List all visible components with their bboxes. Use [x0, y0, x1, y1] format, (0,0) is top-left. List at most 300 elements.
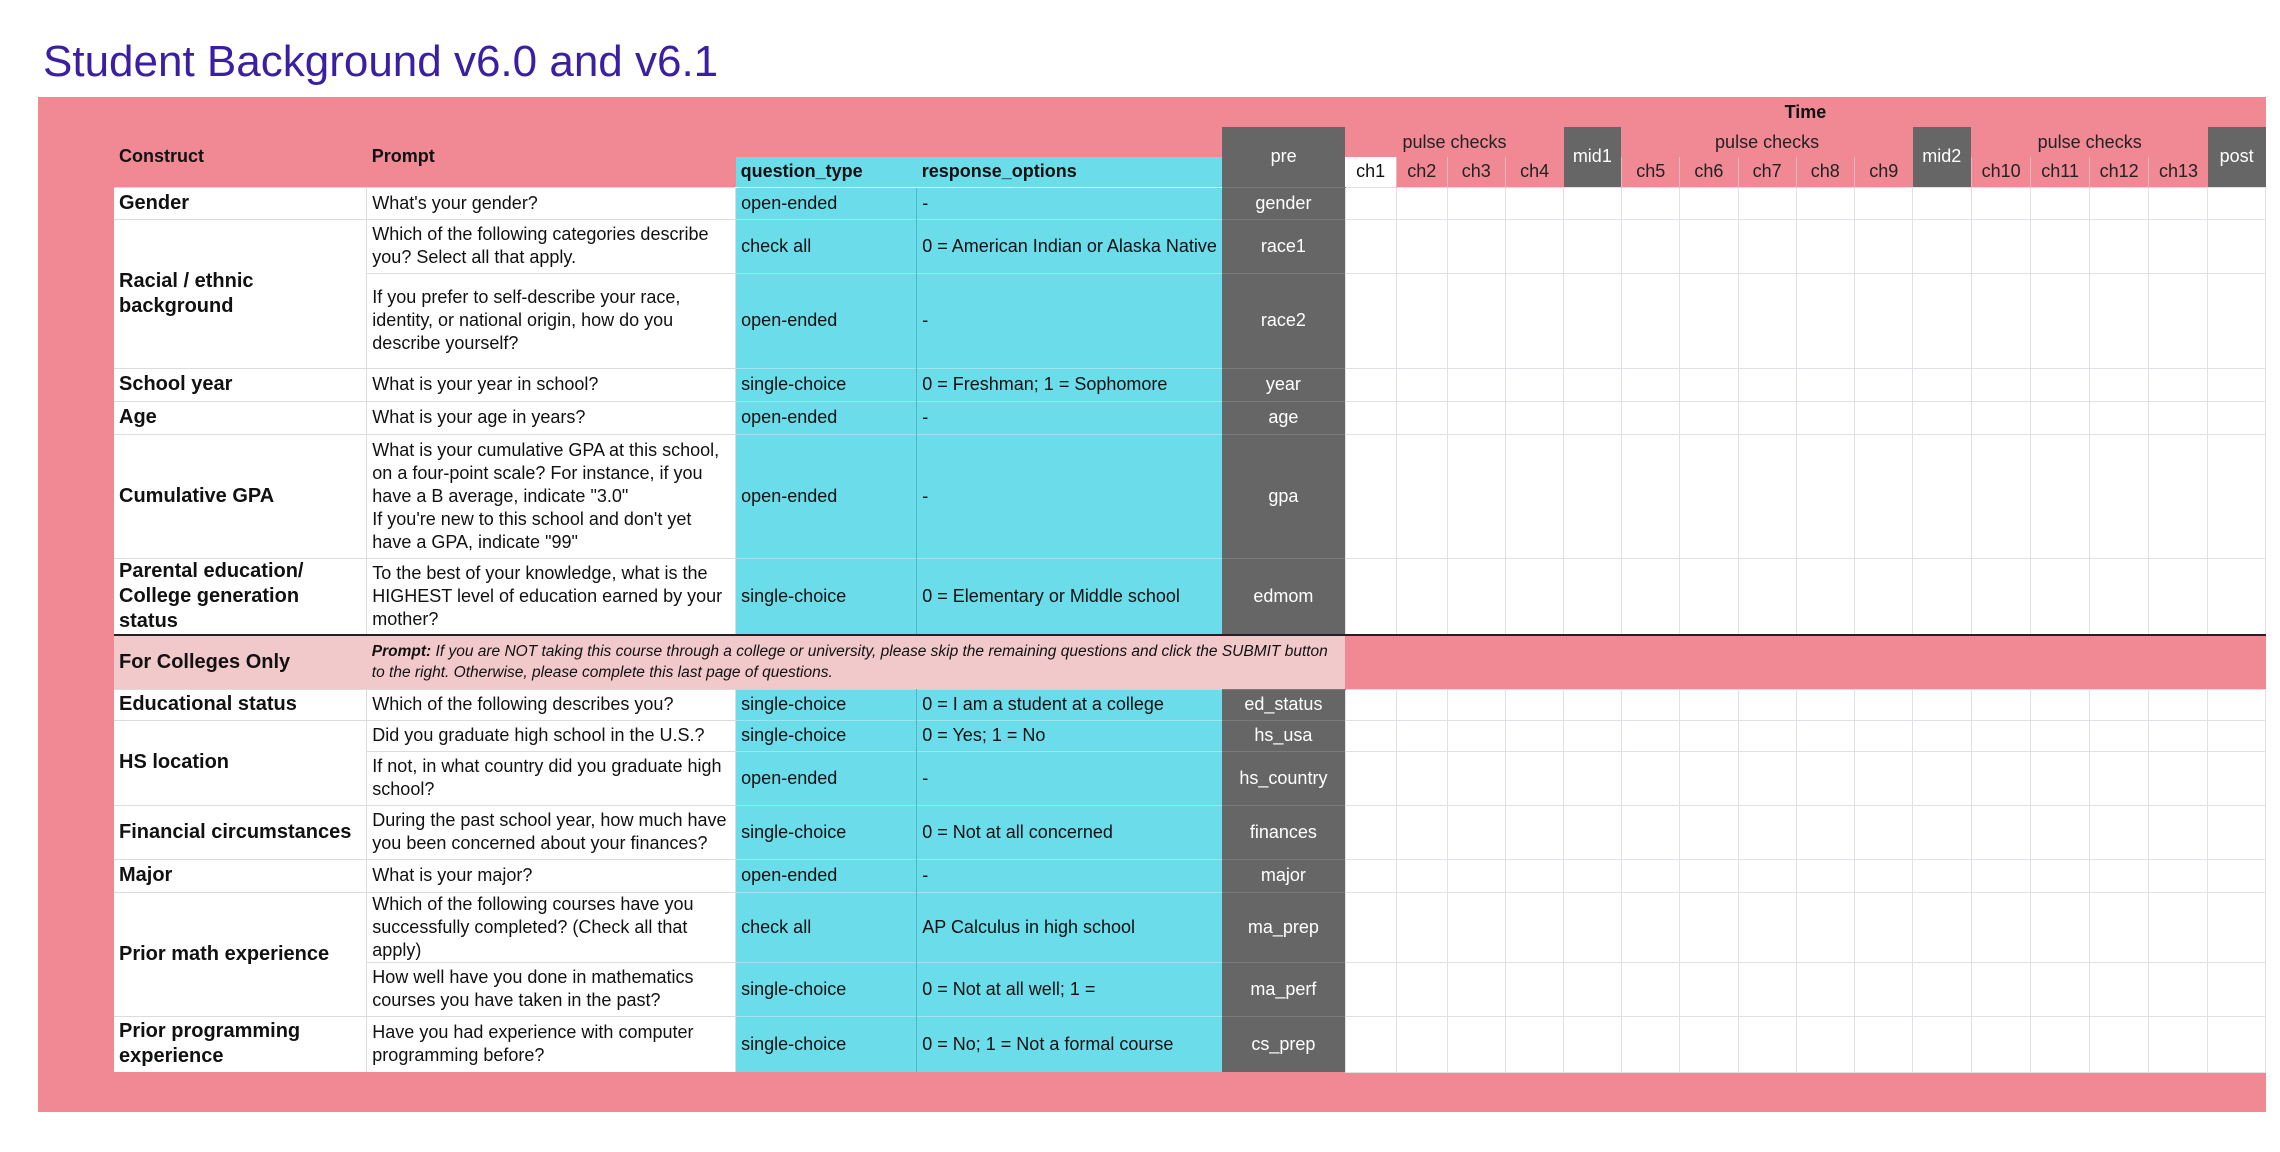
prompt-cell[interactable]: What is your age in years? — [367, 401, 736, 434]
time-cell[interactable] — [1564, 892, 1622, 962]
time-cell[interactable] — [2149, 187, 2208, 219]
time-cell[interactable] — [2149, 892, 2208, 962]
time-cell[interactable] — [1796, 859, 1854, 892]
pre-variable-cell[interactable]: race2 — [1222, 273, 1346, 368]
prompt-cell[interactable]: What's your gender? — [367, 187, 736, 219]
time-cell[interactable] — [1854, 1016, 1912, 1072]
time-cell[interactable] — [1738, 892, 1796, 962]
time-cell[interactable] — [1564, 805, 1622, 859]
construct-cell[interactable]: Gender — [114, 187, 367, 219]
time-cell[interactable] — [1396, 751, 1447, 805]
time-cell[interactable] — [2208, 805, 2266, 859]
time-cell[interactable] — [1396, 892, 1447, 962]
time-cell[interactable] — [1854, 805, 1912, 859]
time-cell[interactable] — [2208, 273, 2266, 368]
question-type-cell[interactable]: open-ended — [736, 859, 917, 892]
time-cell[interactable] — [1345, 751, 1396, 805]
pre-variable-cell[interactable]: hs_usa — [1222, 720, 1346, 751]
time-cell[interactable] — [1796, 434, 1854, 558]
time-cell[interactable] — [1796, 805, 1854, 859]
time-cell[interactable] — [2208, 1016, 2266, 1072]
time-cell[interactable] — [1396, 689, 1447, 720]
time-cell[interactable] — [1622, 1016, 1680, 1072]
time-cell[interactable] — [2208, 434, 2266, 558]
time-cell[interactable] — [1854, 219, 1912, 273]
time-cell[interactable] — [1622, 401, 1680, 434]
time-cell[interactable] — [1913, 219, 1972, 273]
time-cell[interactable] — [2090, 892, 2149, 962]
question-type-cell[interactable]: single-choice — [736, 368, 917, 401]
time-cell[interactable] — [1796, 273, 1854, 368]
time-cell[interactable] — [2149, 751, 2208, 805]
response-options-cell[interactable]: - — [917, 401, 1222, 434]
time-cell[interactable] — [1972, 368, 2031, 401]
time-cell[interactable] — [2090, 368, 2149, 401]
time-cell[interactable] — [2090, 720, 2149, 751]
time-cell[interactable] — [1796, 187, 1854, 219]
time-cell[interactable] — [1972, 273, 2031, 368]
time-cell[interactable] — [1738, 962, 1796, 1016]
time-cell[interactable] — [2090, 558, 2149, 635]
time-cell[interactable] — [2090, 751, 2149, 805]
time-cell[interactable] — [1447, 368, 1505, 401]
pre-variable-cell[interactable]: ma_perf — [1222, 962, 1346, 1016]
construct-cell[interactable]: Racial / ethnic background — [114, 219, 367, 368]
time-cell[interactable] — [1796, 892, 1854, 962]
time-cell[interactable] — [1738, 689, 1796, 720]
response-options-cell[interactable]: 0 = Freshman; 1 = Sophomore — [917, 368, 1222, 401]
time-cell[interactable] — [1854, 434, 1912, 558]
time-cell[interactable] — [1505, 368, 1563, 401]
prompt-cell[interactable]: To the best of your knowledge, what is the HIGHEST level of education earned by your mother? — [367, 558, 736, 635]
time-cell[interactable] — [1680, 962, 1738, 1016]
time-cell[interactable] — [1622, 689, 1680, 720]
time-cell[interactable] — [1913, 187, 1972, 219]
time-cell[interactable] — [1913, 751, 1972, 805]
time-cell[interactable] — [1564, 273, 1622, 368]
response-options-cell[interactable]: - — [917, 434, 1222, 558]
time-cell[interactable] — [1345, 805, 1396, 859]
time-cell[interactable] — [2090, 1016, 2149, 1072]
question-type-cell[interactable]: open-ended — [736, 751, 917, 805]
time-cell[interactable] — [2208, 962, 2266, 1016]
prompt-cell[interactable]: Which of the following courses have you successfully completed? (Check all that apply) — [367, 892, 736, 962]
time-cell[interactable] — [1680, 273, 1738, 368]
time-cell[interactable] — [1913, 720, 1972, 751]
construct-cell[interactable]: Educational status — [114, 689, 367, 720]
prompt-cell[interactable]: What is your major? — [367, 859, 736, 892]
time-cell[interactable] — [1622, 892, 1680, 962]
time-cell[interactable] — [1738, 273, 1796, 368]
time-cell[interactable] — [1345, 892, 1396, 962]
time-cell[interactable] — [1913, 558, 1972, 635]
time-cell[interactable] — [2031, 401, 2090, 434]
time-cell[interactable] — [1738, 219, 1796, 273]
time-cell[interactable] — [1505, 892, 1563, 962]
construct-cell[interactable]: Prior programming experience — [114, 1016, 367, 1072]
time-cell[interactable] — [1680, 751, 1738, 805]
time-cell[interactable] — [1622, 368, 1680, 401]
time-cell[interactable] — [1622, 558, 1680, 635]
time-cell[interactable] — [2031, 689, 2090, 720]
time-cell[interactable] — [2031, 219, 2090, 273]
time-cell[interactable] — [1913, 368, 1972, 401]
time-cell[interactable] — [2149, 962, 2208, 1016]
question-type-cell[interactable]: single-choice — [736, 962, 917, 1016]
time-cell[interactable] — [1680, 187, 1738, 219]
time-cell[interactable] — [1854, 368, 1912, 401]
time-cell[interactable] — [1854, 751, 1912, 805]
question-type-cell[interactable]: check all — [736, 219, 917, 273]
time-cell[interactable] — [1505, 273, 1563, 368]
time-cell[interactable] — [1854, 892, 1912, 962]
time-cell[interactable] — [1447, 689, 1505, 720]
time-cell[interactable] — [1854, 187, 1912, 219]
time-cell[interactable] — [2090, 187, 2149, 219]
time-cell[interactable] — [1622, 859, 1680, 892]
time-cell[interactable] — [1913, 892, 1972, 962]
time-cell[interactable] — [1680, 1016, 1738, 1072]
time-cell[interactable] — [2208, 859, 2266, 892]
time-cell[interactable] — [1505, 859, 1563, 892]
time-cell[interactable] — [1396, 962, 1447, 1016]
time-cell[interactable] — [1564, 368, 1622, 401]
time-cell[interactable] — [1796, 720, 1854, 751]
time-cell[interactable] — [1622, 962, 1680, 1016]
question-type-cell[interactable]: single-choice — [736, 720, 917, 751]
time-cell[interactable] — [1345, 273, 1396, 368]
time-cell[interactable] — [1622, 434, 1680, 558]
time-cell[interactable] — [1972, 219, 2031, 273]
time-cell[interactable] — [1738, 805, 1796, 859]
time-cell[interactable] — [1345, 859, 1396, 892]
construct-cell[interactable]: Cumulative GPA — [114, 434, 367, 558]
pre-variable-cell[interactable]: finances — [1222, 805, 1346, 859]
question-type-cell[interactable]: single-choice — [736, 805, 917, 859]
time-cell[interactable] — [1396, 401, 1447, 434]
time-cell[interactable] — [2208, 187, 2266, 219]
time-cell[interactable] — [2208, 751, 2266, 805]
time-cell[interactable] — [2031, 368, 2090, 401]
time-cell[interactable] — [1738, 1016, 1796, 1072]
time-cell[interactable] — [1854, 720, 1912, 751]
time-cell[interactable] — [1447, 720, 1505, 751]
time-cell[interactable] — [1972, 558, 2031, 635]
time-cell[interactable] — [2031, 273, 2090, 368]
pre-variable-cell[interactable]: hs_country — [1222, 751, 1346, 805]
time-cell[interactable] — [1854, 558, 1912, 635]
time-cell[interactable] — [1738, 720, 1796, 751]
time-cell[interactable] — [2149, 434, 2208, 558]
time-cell[interactable] — [2031, 805, 2090, 859]
question-type-cell[interactable]: open-ended — [736, 401, 917, 434]
time-cell[interactable] — [1447, 859, 1505, 892]
prompt-cell[interactable]: If you prefer to self-describe your race, identity, or national origin, how do you describe yourself? — [367, 273, 736, 368]
time-cell[interactable] — [1738, 859, 1796, 892]
time-cell[interactable] — [1680, 805, 1738, 859]
time-cell[interactable] — [1738, 751, 1796, 805]
time-cell[interactable] — [1564, 219, 1622, 273]
time-cell[interactable] — [1913, 805, 1972, 859]
construct-cell[interactable]: School year — [114, 368, 367, 401]
time-cell[interactable] — [2149, 401, 2208, 434]
time-cell[interactable] — [1796, 219, 1854, 273]
time-cell[interactable] — [1972, 805, 2031, 859]
time-cell[interactable] — [1396, 434, 1447, 558]
pre-variable-cell[interactable]: gpa — [1222, 434, 1346, 558]
time-cell[interactable] — [1447, 187, 1505, 219]
construct-cell[interactable]: Major — [114, 859, 367, 892]
pre-variable-cell[interactable]: edmom — [1222, 558, 1346, 635]
construct-cell[interactable]: Financial circumstances — [114, 805, 367, 859]
time-cell[interactable] — [1796, 962, 1854, 1016]
time-cell[interactable] — [1738, 368, 1796, 401]
prompt-cell[interactable]: How well have you done in mathematics courses you have taken in the past? — [367, 962, 736, 1016]
time-cell[interactable] — [1972, 751, 2031, 805]
time-cell[interactable] — [1447, 558, 1505, 635]
time-cell[interactable] — [1447, 434, 1505, 558]
time-cell[interactable] — [1564, 434, 1622, 558]
time-cell[interactable] — [1447, 273, 1505, 368]
time-cell[interactable] — [1564, 558, 1622, 635]
time-cell[interactable] — [1854, 859, 1912, 892]
time-cell[interactable] — [1564, 689, 1622, 720]
pre-variable-cell[interactable]: major — [1222, 859, 1346, 892]
time-cell[interactable] — [2031, 558, 2090, 635]
time-cell[interactable] — [2149, 558, 2208, 635]
time-cell[interactable] — [1796, 1016, 1854, 1072]
time-cell[interactable] — [1913, 689, 1972, 720]
construct-cell[interactable]: Age — [114, 401, 367, 434]
time-cell[interactable] — [1396, 273, 1447, 368]
time-cell[interactable] — [1345, 187, 1396, 219]
time-cell[interactable] — [1396, 558, 1447, 635]
time-cell[interactable] — [1447, 401, 1505, 434]
time-cell[interactable] — [1345, 558, 1396, 635]
time-cell[interactable] — [1622, 187, 1680, 219]
time-cell[interactable] — [2090, 273, 2149, 368]
time-cell[interactable] — [1972, 1016, 2031, 1072]
response-options-cell[interactable]: - — [917, 751, 1222, 805]
construct-cell[interactable]: Prior math experience — [114, 892, 367, 1016]
time-cell[interactable] — [2149, 273, 2208, 368]
response-options-cell[interactable]: AP Calculus in high school — [917, 892, 1222, 962]
time-cell[interactable] — [2149, 720, 2208, 751]
time-cell[interactable] — [1505, 1016, 1563, 1072]
prompt-cell[interactable]: What is your cumulative GPA at this school, on a four-point scale? For instance, if you have a B average, indicate "3.0" If you're new to this school and don't yet have a GPA, indicate "99" — [367, 434, 736, 558]
time-cell[interactable] — [2208, 558, 2266, 635]
question-type-cell[interactable]: open-ended — [736, 273, 917, 368]
pre-variable-cell[interactable]: gender — [1222, 187, 1346, 219]
time-cell[interactable] — [2031, 1016, 2090, 1072]
response-options-cell[interactable]: - — [917, 187, 1222, 219]
prompt-cell[interactable]: Which of the following categories describe you? Select all that apply. — [367, 219, 736, 273]
time-cell[interactable] — [1564, 751, 1622, 805]
question-type-cell[interactable]: check all — [736, 892, 917, 962]
time-cell[interactable] — [2031, 859, 2090, 892]
question-type-cell[interactable]: single-choice — [736, 558, 917, 635]
response-options-cell[interactable]: 0 = Elementary or Middle school — [917, 558, 1222, 635]
time-cell[interactable] — [1345, 962, 1396, 1016]
time-cell[interactable] — [1564, 962, 1622, 1016]
time-cell[interactable] — [1854, 273, 1912, 368]
time-cell[interactable] — [2208, 219, 2266, 273]
response-options-cell[interactable]: 0 = I am a student at a college — [917, 689, 1222, 720]
time-cell[interactable] — [1738, 434, 1796, 558]
time-cell[interactable] — [1345, 401, 1396, 434]
time-cell[interactable] — [1680, 401, 1738, 434]
time-cell[interactable] — [1447, 962, 1505, 1016]
response-options-cell[interactable]: 0 = American Indian or Alaska Native — [917, 219, 1222, 273]
time-cell[interactable] — [1680, 859, 1738, 892]
time-cell[interactable] — [1396, 805, 1447, 859]
pre-variable-cell[interactable]: ma_prep — [1222, 892, 1346, 962]
time-cell[interactable] — [1680, 689, 1738, 720]
time-cell[interactable] — [1396, 187, 1447, 219]
time-cell[interactable] — [1396, 219, 1447, 273]
time-cell[interactable] — [2031, 962, 2090, 1016]
time-cell[interactable] — [1564, 187, 1622, 219]
time-cell[interactable] — [1345, 368, 1396, 401]
time-cell[interactable] — [1564, 720, 1622, 751]
time-cell[interactable] — [1680, 720, 1738, 751]
time-cell[interactable] — [1505, 558, 1563, 635]
time-cell[interactable] — [2208, 401, 2266, 434]
time-cell[interactable] — [1738, 401, 1796, 434]
pre-variable-cell[interactable]: year — [1222, 368, 1346, 401]
time-cell[interactable] — [1913, 273, 1972, 368]
time-cell[interactable] — [1505, 219, 1563, 273]
time-cell[interactable] — [1447, 805, 1505, 859]
time-cell[interactable] — [1972, 434, 2031, 558]
time-cell[interactable] — [1396, 720, 1447, 751]
time-cell[interactable] — [1622, 273, 1680, 368]
time-cell[interactable] — [1622, 751, 1680, 805]
time-cell[interactable] — [2149, 805, 2208, 859]
time-cell[interactable] — [1738, 187, 1796, 219]
time-cell[interactable] — [1972, 401, 2031, 434]
time-cell[interactable] — [1854, 401, 1912, 434]
time-cell[interactable] — [1796, 401, 1854, 434]
time-cell[interactable] — [1345, 689, 1396, 720]
time-cell[interactable] — [2149, 219, 2208, 273]
time-cell[interactable] — [1505, 401, 1563, 434]
prompt-cell[interactable]: If not, in what country did you graduate high school? — [367, 751, 736, 805]
time-cell[interactable] — [1447, 219, 1505, 273]
time-cell[interactable] — [1796, 368, 1854, 401]
time-cell[interactable] — [1796, 751, 1854, 805]
time-cell[interactable] — [2149, 859, 2208, 892]
time-cell[interactable] — [1972, 859, 2031, 892]
time-cell[interactable] — [1854, 689, 1912, 720]
time-cell[interactable] — [1680, 434, 1738, 558]
time-cell[interactable] — [1505, 689, 1563, 720]
time-cell[interactable] — [1564, 859, 1622, 892]
time-cell[interactable] — [1622, 219, 1680, 273]
time-cell[interactable] — [1680, 219, 1738, 273]
response-options-cell[interactable]: 0 = Not at all well; 1 = — [917, 962, 1222, 1016]
time-cell[interactable] — [2090, 805, 2149, 859]
time-cell[interactable] — [2090, 219, 2149, 273]
time-cell[interactable] — [2149, 368, 2208, 401]
response-options-cell[interactable]: - — [917, 859, 1222, 892]
time-cell[interactable] — [2031, 434, 2090, 558]
time-cell[interactable] — [1345, 219, 1396, 273]
time-cell[interactable] — [2090, 962, 2149, 1016]
time-cell[interactable] — [1622, 720, 1680, 751]
time-cell[interactable] — [2090, 859, 2149, 892]
time-cell[interactable] — [2149, 689, 2208, 720]
pre-variable-cell[interactable]: cs_prep — [1222, 1016, 1346, 1072]
time-cell[interactable] — [1505, 434, 1563, 558]
pre-variable-cell[interactable]: ed_status — [1222, 689, 1346, 720]
prompt-cell[interactable]: During the past school year, how much have you been concerned about your finances? — [367, 805, 736, 859]
time-cell[interactable] — [1913, 859, 1972, 892]
time-cell[interactable] — [1505, 720, 1563, 751]
time-cell[interactable] — [1796, 558, 1854, 635]
response-options-cell[interactable]: - — [917, 273, 1222, 368]
time-cell[interactable] — [2208, 368, 2266, 401]
time-cell[interactable] — [1345, 1016, 1396, 1072]
construct-cell[interactable]: Parental education/ College generation status — [114, 558, 367, 635]
time-cell[interactable] — [1447, 751, 1505, 805]
time-cell[interactable] — [2031, 720, 2090, 751]
time-cell[interactable] — [1680, 892, 1738, 962]
time-cell[interactable] — [1738, 558, 1796, 635]
time-cell[interactable] — [1972, 187, 2031, 219]
time-cell[interactable] — [2208, 720, 2266, 751]
time-cell[interactable] — [1796, 689, 1854, 720]
time-cell[interactable] — [1972, 892, 2031, 962]
time-cell[interactable] — [1396, 859, 1447, 892]
time-cell[interactable] — [1680, 558, 1738, 635]
time-cell[interactable] — [1622, 805, 1680, 859]
question-type-cell[interactable]: single-choice — [736, 689, 917, 720]
time-cell[interactable] — [1396, 368, 1447, 401]
colleges-construct-cell[interactable]: For Colleges Only — [114, 635, 367, 689]
time-cell[interactable] — [1913, 1016, 1972, 1072]
time-cell[interactable] — [2031, 751, 2090, 805]
pre-variable-cell[interactable]: age — [1222, 401, 1346, 434]
time-cell[interactable] — [1972, 962, 2031, 1016]
time-cell[interactable] — [1505, 751, 1563, 805]
time-cell[interactable] — [2031, 187, 2090, 219]
time-cell[interactable] — [1913, 962, 1972, 1016]
prompt-cell[interactable]: Did you graduate high school in the U.S.? — [367, 720, 736, 751]
time-cell[interactable] — [1913, 434, 1972, 558]
time-cell[interactable] — [1913, 401, 1972, 434]
time-cell[interactable] — [1972, 720, 2031, 751]
prompt-cell[interactable]: Which of the following describes you? — [367, 689, 736, 720]
prompt-cell[interactable]: Have you had experience with computer programming before? — [367, 1016, 736, 1072]
colleges-prompt-cell[interactable] — [367, 635, 1346, 689]
construct-cell[interactable]: HS location — [114, 720, 367, 805]
time-cell[interactable] — [1345, 434, 1396, 558]
time-cell[interactable] — [1972, 689, 2031, 720]
time-cell[interactable] — [1447, 1016, 1505, 1072]
time-cell[interactable] — [1447, 892, 1505, 962]
response-options-cell[interactable]: 0 = No; 1 = Not a formal course — [917, 1016, 1222, 1072]
time-cell[interactable] — [2090, 689, 2149, 720]
question-type-cell[interactable]: single-choice — [736, 1016, 917, 1072]
time-cell[interactable] — [1345, 720, 1396, 751]
time-cell[interactable] — [1505, 962, 1563, 1016]
response-options-cell[interactable]: 0 = Not at all concerned — [917, 805, 1222, 859]
time-cell[interactable] — [2031, 892, 2090, 962]
time-cell[interactable] — [2090, 434, 2149, 558]
time-cell[interactable] — [2090, 401, 2149, 434]
time-cell[interactable] — [2149, 1016, 2208, 1072]
